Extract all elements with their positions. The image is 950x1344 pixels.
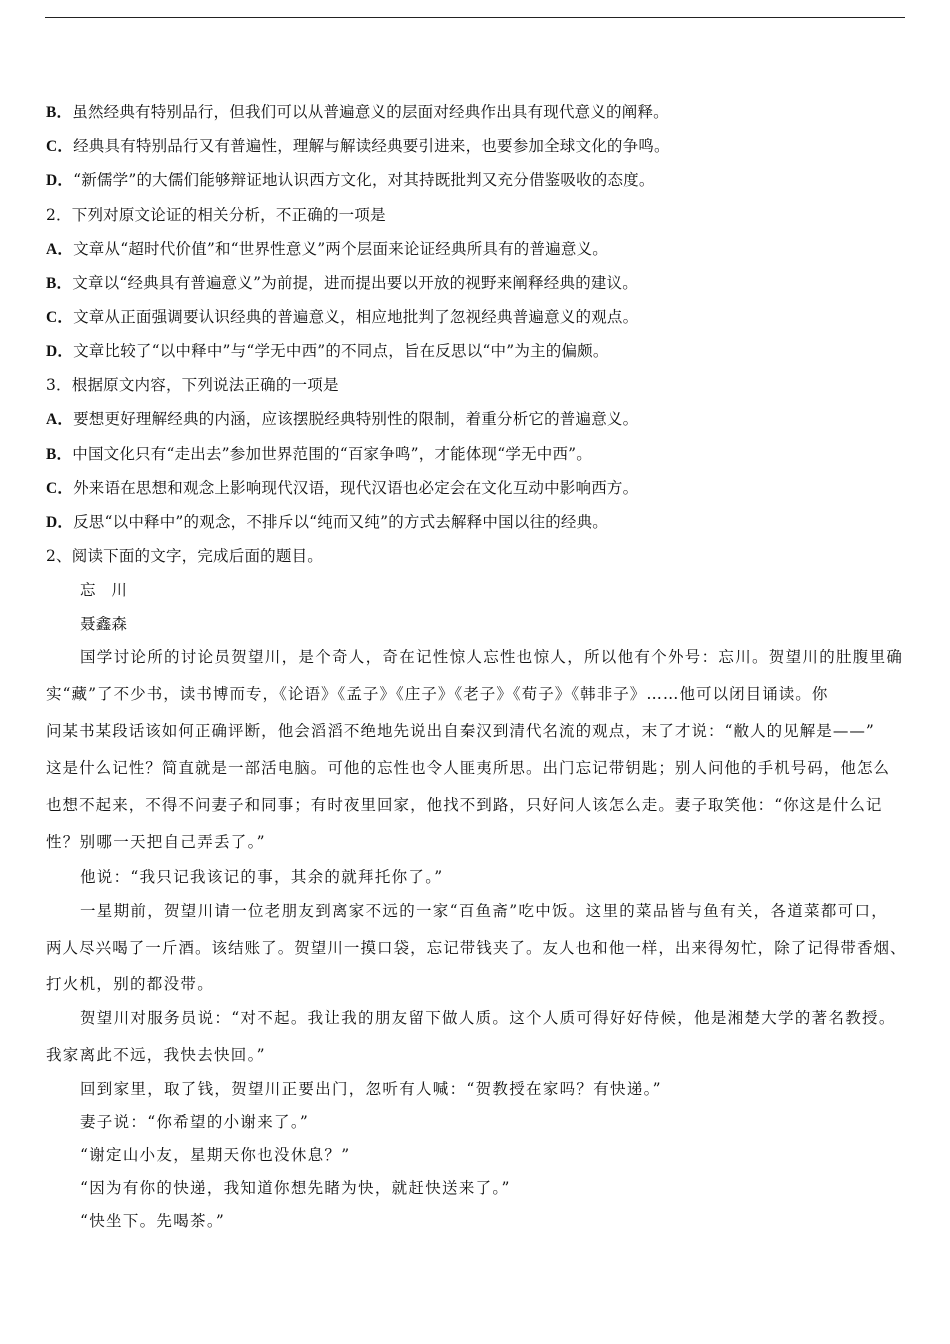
story-line: 他说：“我只记我该记的事，其余的就拜托你了。” (80, 868, 444, 886)
story-line: “因为有你的快递，我知道你想先睹为快，就赶快送来了。” (80, 1179, 511, 1197)
story-line: 贺望川对服务员说：“对不起。我让我的朋友留下做人质。这个人质可得好好侍候，他是湘楚大学的著名教授。 (80, 1009, 896, 1027)
q3-option-b: B．中国文化只有“走出去”参加世界范围的“百家争鸣”，才能体现“学无中西”。 (46, 445, 592, 463)
q2-option-a: A．文章从“超时代价值”和“世界性意义”两个层面来论证经典所具有的普遍意义。 (46, 240, 608, 258)
story-line: 这是什么记性？简直就是一部活电脑。可他的忘性也令人匪夷所思。出门忘记带钥匙；别人问他的手机号码，他怎么 (46, 759, 891, 777)
story-line: “谢定山小友，星期天你也没休息？” (80, 1146, 351, 1164)
q2-option-d: D．文章比较了“以中释中”与“学无中西”的不同点，旨在反思以“中”为主的偏颇。 (46, 342, 609, 360)
story-title: 忘 川 (80, 581, 128, 599)
q3-option-d: D．反思“以中释中”的观念，不排斥以“纯而又纯”的方式去解释中国以往的经典。 (46, 513, 608, 531)
q3-option-a: A．要想更好理解经典的内涵，应该摆脱经典特别性的限制，着重分析它的普遍意义。 (46, 410, 639, 428)
header-rule (45, 17, 905, 18)
q3-stem: 3．根据原文内容，下列说法正确的一项是 (46, 376, 339, 394)
story-line: 打火机，别的都没带。 (46, 975, 215, 993)
story-line: 问某书某段话该如何正确评断，他会滔滔不绝地先说出自秦汉到清代名流的观点，末了才说：“敝人的见解是——” (46, 722, 875, 740)
story-line: 实“藏”了不少书，读书博而专，《论语》《孟子》《庄子》《老子》《荀子》《韩非子》……他可以闭目诵读。你 (46, 685, 829, 703)
q2-stem: 2．下列对原文论证的相关分析，不正确的一项是 (46, 206, 386, 224)
story-line: 回到家里，取了钱，贺望川正要出门，忽听有人喊：“贺教授在家吗？有快递。” (80, 1080, 662, 1098)
q2-option-c: C．文章从正面强调要认识经典的普遍意义，相应地批判了忽视经典普遍意义的观点。 (46, 308, 639, 326)
q2-option-b: B．文章以“经典具有普遍意义”为前提，进而提出要以开放的视野来阐释经典的建议。 (46, 274, 639, 292)
story-line: 国学讨论所的讨论员贺望川，是个奇人，奇在记性惊人忘性也惊人，所以他有个外号：忘川。贺望川的肚腹里确 (80, 648, 904, 666)
story-line: 两人尽兴喝了一斤酒。该结账了。贺望川一摸口袋，忘记带钱夹了。友人也和他一样，出来得匆忙，除了记得带香烟、 (46, 939, 907, 957)
q1-option-c: C．经典具有特别品行又有普遍性，理解与解读经典要引进来，也要参加全球文化的争鸣。 (46, 137, 670, 155)
story-line: “快坐下。先喝茶。” (80, 1212, 226, 1230)
q3-option-c: C．外来语在思想和观念上影响现代汉语，现代汉语也必定会在文化互动中影响西方。 (46, 479, 639, 497)
story-line: 我家离此不远，我快去快回。” (46, 1046, 266, 1064)
story-line: 妻子说：“你希望的小谢来了。” (80, 1113, 310, 1131)
section-2-heading: 2、阅读下面的文字，完成后面的题目。 (46, 547, 323, 565)
story-line: 也想不起来，不得不问妻子和同事；有时夜里回家，他找不到路，只好问人该怎么走。妻子取笑他：“你这是什么记 (46, 796, 883, 814)
story-line: 一星期前，贺望川请一位老朋友到离家不远的一家“百鱼斋”吃中饭。这里的菜品皆与鱼有关，各道菜都可口， (80, 902, 889, 920)
story-line: 性？别哪一天把自己弄丢了。” (46, 833, 266, 851)
q1-option-d: D．“新儒学”的大儒们能够辩证地认识西方文化，对其持既批判又充分借鉴吸收的态度。 (46, 171, 655, 189)
story-author: 聂鑫森 (80, 615, 128, 633)
q1-option-b: B．虽然经典有特别品行，但我们可以从普遍意义的层面对经典作出具有现代意义的阐释。 (46, 103, 669, 121)
